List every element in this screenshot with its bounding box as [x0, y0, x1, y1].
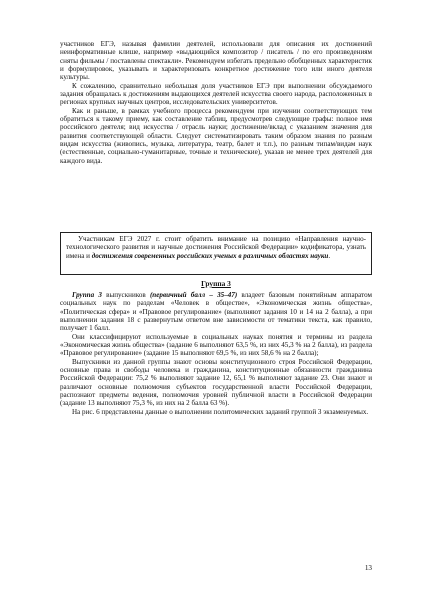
top-text-block — [60, 40, 372, 165]
paragraph: На рис. 6 представлены данные о выполнении политомических заданий группой 3 экзаменуемых. — [72, 407, 369, 416]
section-heading: Группа 3 — [201, 279, 231, 288]
group3-lead-bold: Группа 3 — [72, 291, 102, 299]
paragraph: участников ЕГЭ, называя фамилии деятелей, использовали для описания их достижений неинформативные клише, например «выдающийся композитор / писатель / по его произведениям сняты фильмы / поставлены спектакли». Рекомендуем избегать предельно обобщенных характеристик и формулировок, указывать и характеризовать конкретное достижение того или иного деятеля культуры. — [60, 40, 372, 82]
page-number: 13 — [364, 564, 372, 572]
notice-box — [60, 232, 372, 275]
group3-lead-tail: владеет базовым понятийным аппаратом социальных наук по разделам «Человек в обществе», «Экономическая жизнь общества», «Политическая сфера» и «Правовое регулирование» (выполняют задания 10 и 14 на 2 балла), а при выполнении задания 18 с развернутым ответом вне зависимости от тематики текста, как правило, получает 1 балл. — [60, 291, 373, 333]
notice-bold: достижения современных российских ученых в различных областях науки — [91, 251, 329, 260]
notice-text — [66, 235, 366, 260]
group3-lead-rest: выпускников — [101, 291, 150, 299]
paragraph: К сожалению, сравнительно небольшая доля участников ЕГЭ при выполнении обсуждаемого задания обращалась к достижениям выдающихся деятелей искусства своего народа, расположенных в регионах крупных научных центров, исследовательских университетов. — [60, 81, 372, 107]
group3-lead — [60, 291, 372, 333]
notice-end: . — [328, 251, 331, 260]
group3-score: (первичный балл – 35–47) — [149, 291, 238, 299]
group3-text-block — [60, 291, 372, 416]
paragraph: Как и раньше, в рамках учебного процесса рекомендуем при изучении соответствующих тем обратиться к такому приему, как составление таблиц, предусмотрев следующие графы: полное имя российского деятеля; вид искусства / отрасль науки; достижение/вклад с указанием значения для развития соответствующей области. Следует систематизировать таким образом знания по разным видам искусства (живопись, музыка, литература, театр, балет и т.п.), по разным типам/видам наук (естественные, социально-гуманитарные, точные и технические), указав не менее трех деятелей для каждого вида. — [60, 106, 372, 165]
notice-start: Участникам ЕГЭ 2027 г. стоит обратить внимание на позицию «Направления научно-технологического развития и научные достижения Российской Федерации» кодификатора, узнать имена и — [66, 235, 366, 260]
paragraph: Они классифицируют используемые в социальных науках понятия и термины из раздела «Экономическая жизнь общества» (задание 6 выполняют 63,5 %, из них 45,3 % на 2 балла), из раздела «Правовое регулирование» (задание 15 выполняют 69,5 %, из них 58,6 % на 2 балла); — [60, 332, 372, 358]
paragraph: Выпускники из данной группы знают основы конституционного строя Российской Федерации, основные права и свободы человека и гражданина, конституционные обязанности гражданина Российской Федерации: 75,2 % выполняют задание 12, 65,1 % выполняют задание 23. Они знают и различают основные полномочия субъектов государственной власти Российской Федерации, распознают предметы ведения, полномочия уровней публичной власти в Российской Федерации (задание 13 выполняют 75,3 %, из них на 2 балла 63 %). — [60, 357, 372, 408]
